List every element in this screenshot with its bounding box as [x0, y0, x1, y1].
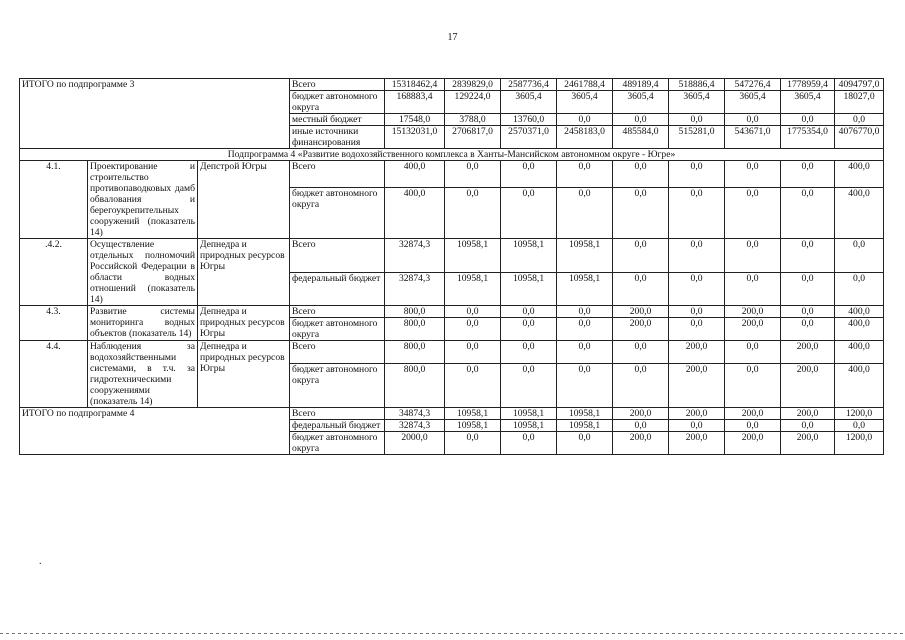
value-cell: 3605,4 [557, 91, 613, 114]
value-cell: 0,0 [445, 187, 501, 238]
value-cell: 200,0 [669, 341, 725, 364]
value-cell: 0,0 [501, 341, 557, 364]
value-cell: 0,0 [669, 318, 725, 341]
value-cell: 0,0 [557, 341, 613, 364]
page-number: 17 [447, 32, 458, 43]
value-cell: 4076770,0 [835, 126, 884, 149]
value-cell: 10958,1 [557, 272, 613, 306]
value-cell: 0,0 [445, 432, 501, 455]
value-cell: 0,0 [613, 341, 669, 364]
value-cell: 4094797,0 [835, 79, 884, 91]
source-cell: Всего [290, 239, 385, 273]
value-cell: 800,0 [385, 318, 445, 341]
item-index: .4.2. [20, 239, 88, 306]
source-cell: федеральный бюджет [290, 272, 385, 306]
value-cell: 0,0 [781, 114, 835, 126]
value-cell: 400,0 [385, 161, 445, 188]
value-cell: 0,0 [501, 161, 557, 188]
value-cell: 200,0 [725, 306, 781, 318]
value-cell: 200,0 [613, 318, 669, 341]
source-cell: Всего [290, 79, 385, 91]
value-cell: 200,0 [669, 363, 725, 407]
value-cell: 15318462,4 [385, 79, 445, 91]
value-cell: 800,0 [385, 363, 445, 407]
value-cell: 400,0 [385, 187, 445, 238]
value-cell: 0,0 [501, 306, 557, 318]
value-cell: 0,0 [725, 114, 781, 126]
value-cell: 200,0 [613, 432, 669, 455]
value-cell: 10958,1 [445, 239, 501, 273]
item-name: Развитие системы мониторинга водных объектов (показатель 14) [88, 306, 198, 341]
value-cell: 0,0 [557, 432, 613, 455]
total4-label: ИТОГО по подпрограмме 4 [20, 408, 290, 455]
value-cell: 0,0 [613, 161, 669, 188]
subprogram4-title: Подпрограмма 4 «Развитие водохозяйственного комплекса в Ханты-Мансийском автономном округе - Югре» [20, 149, 884, 161]
source-cell: бюджет автономного округа [290, 187, 385, 238]
item-name: Проектирование и строительство противопаводковых дамб обвалования и берегоукрепительных сооружений (показатель 14) [88, 161, 198, 239]
value-cell: 200,0 [613, 408, 669, 420]
source-cell: местный бюджет [290, 114, 385, 126]
value-cell: 1200,0 [835, 408, 884, 420]
value-cell: 0,0 [669, 420, 725, 432]
value-cell: 0,0 [501, 187, 557, 238]
value-cell: 17548,0 [385, 114, 445, 126]
value-cell: 3605,4 [501, 91, 557, 114]
value-cell: 0,0 [781, 187, 835, 238]
value-cell: 0,0 [557, 114, 613, 126]
value-cell: 3788,0 [445, 114, 501, 126]
value-cell: 3605,4 [669, 91, 725, 114]
item-index: 4.4. [20, 341, 88, 408]
value-cell: 0,0 [445, 341, 501, 364]
value-cell: 0,0 [501, 363, 557, 407]
value-cell: 0,0 [725, 341, 781, 364]
item-row [20, 341, 884, 364]
footer-mark: . [39, 556, 42, 567]
value-cell: 0,0 [613, 272, 669, 306]
value-cell: 0,0 [669, 187, 725, 238]
value-cell: 0,0 [613, 114, 669, 126]
value-cell: 32874,3 [385, 420, 445, 432]
value-cell: 2839829,0 [445, 79, 501, 91]
item-row [20, 306, 884, 318]
value-cell: 129224,0 [445, 91, 501, 114]
value-cell: 200,0 [725, 318, 781, 341]
value-cell: 200,0 [781, 432, 835, 455]
value-cell: 0,0 [613, 187, 669, 238]
value-cell: 0,0 [501, 318, 557, 341]
source-cell: бюджет автономного округа [290, 91, 385, 114]
value-cell: 2000,0 [385, 432, 445, 455]
item-executor: Депнедра и природных ресурсов Югры [198, 239, 290, 306]
value-cell: 200,0 [669, 432, 725, 455]
item-row [20, 161, 884, 188]
value-cell: 0,0 [781, 239, 835, 273]
budget-table [19, 78, 884, 455]
item-name: Наблюдения за водохозяйственными системами, в т.ч. за гидротехническими сооружениями (показатель 14) [88, 341, 198, 408]
value-cell: 400,0 [835, 306, 884, 318]
value-cell: 518886,4 [669, 79, 725, 91]
value-cell: 1200,0 [835, 432, 884, 455]
value-cell: 400,0 [835, 187, 884, 238]
scan-border-line [0, 633, 905, 634]
value-cell: 0,0 [781, 161, 835, 188]
value-cell: 0,0 [445, 318, 501, 341]
value-cell: 200,0 [613, 306, 669, 318]
value-cell: 0,0 [557, 187, 613, 238]
value-cell: 0,0 [725, 187, 781, 238]
source-cell: федеральный бюджет [290, 420, 385, 432]
value-cell: 1775354,0 [781, 126, 835, 149]
value-cell: 10958,1 [445, 420, 501, 432]
value-cell: 3605,4 [781, 91, 835, 114]
value-cell: 0,0 [781, 318, 835, 341]
value-cell: 0,0 [557, 161, 613, 188]
value-cell: 0,0 [725, 363, 781, 407]
value-cell: 0,0 [725, 420, 781, 432]
value-cell: 0,0 [557, 306, 613, 318]
value-cell: 168883,4 [385, 91, 445, 114]
value-cell: 2458183,0 [557, 126, 613, 149]
value-cell: 200,0 [669, 408, 725, 420]
value-cell: 3605,4 [725, 91, 781, 114]
value-cell: 547276,4 [725, 79, 781, 91]
value-cell: 10958,1 [445, 272, 501, 306]
value-cell: 0,0 [835, 272, 884, 306]
value-cell: 2461788,4 [557, 79, 613, 91]
value-cell: 0,0 [669, 114, 725, 126]
value-cell: 2587736,4 [501, 79, 557, 91]
value-cell: 0,0 [613, 363, 669, 407]
source-cell: бюджет автономного округа [290, 318, 385, 341]
value-cell: 10958,1 [501, 420, 557, 432]
source-cell: иные источники финансирования [290, 126, 385, 149]
value-cell: 400,0 [835, 318, 884, 341]
source-cell: бюджет автономного округа [290, 363, 385, 407]
value-cell: 2706817,0 [445, 126, 501, 149]
source-cell: Всего [290, 341, 385, 364]
item-executor: Депнедра и природных ресурсов Югры [198, 306, 290, 341]
value-cell: 10958,1 [445, 408, 501, 420]
value-cell: 0,0 [725, 272, 781, 306]
value-cell: 10958,1 [501, 272, 557, 306]
value-cell: 10958,1 [557, 239, 613, 273]
value-cell: 485584,0 [613, 126, 669, 149]
value-cell: 10958,1 [501, 239, 557, 273]
value-cell: 3605,4 [613, 91, 669, 114]
value-cell: 0,0 [445, 363, 501, 407]
value-cell: 10958,1 [501, 408, 557, 420]
value-cell: 10958,1 [557, 420, 613, 432]
value-cell: 0,0 [557, 363, 613, 407]
value-cell: 800,0 [385, 306, 445, 318]
item-row [20, 239, 884, 273]
value-cell: 0,0 [835, 239, 884, 273]
item-name: Осуществление отдельных полномочий Российской Федерации в области водных отношений (показатель 14) [88, 239, 198, 306]
source-cell: Всего [290, 161, 385, 188]
value-cell: 0,0 [445, 306, 501, 318]
value-cell: 0,0 [725, 161, 781, 188]
value-cell: 489189,4 [613, 79, 669, 91]
value-cell: 0,0 [557, 318, 613, 341]
value-cell: 32874,3 [385, 239, 445, 273]
item-index: 4.1. [20, 161, 88, 239]
item-index: 4.3. [20, 306, 88, 341]
value-cell: 0,0 [669, 306, 725, 318]
value-cell: 0,0 [725, 239, 781, 273]
value-cell: 800,0 [385, 341, 445, 364]
total3-row [20, 79, 884, 91]
value-cell: 200,0 [781, 408, 835, 420]
subprogram-title-row [20, 149, 884, 161]
value-cell: 0,0 [669, 239, 725, 273]
value-cell: 400,0 [835, 363, 884, 407]
value-cell: 0,0 [501, 432, 557, 455]
value-cell: 32874,3 [385, 272, 445, 306]
value-cell: 200,0 [781, 341, 835, 364]
value-cell: 10958,1 [557, 408, 613, 420]
value-cell: 15132031,0 [385, 126, 445, 149]
value-cell: 400,0 [835, 161, 884, 188]
value-cell: 0,0 [781, 272, 835, 306]
value-cell: 0,0 [669, 161, 725, 188]
value-cell: 0,0 [613, 239, 669, 273]
value-cell: 515281,0 [669, 126, 725, 149]
value-cell: 200,0 [781, 363, 835, 407]
value-cell: 0,0 [835, 420, 884, 432]
value-cell: 400,0 [835, 341, 884, 364]
value-cell: 13760,0 [501, 114, 557, 126]
value-cell: 0,0 [781, 306, 835, 318]
total4-row [20, 408, 884, 420]
item-executor: Депстрой Югры [198, 161, 290, 239]
value-cell: 0,0 [835, 114, 884, 126]
value-cell: 200,0 [725, 408, 781, 420]
value-cell: 34874,3 [385, 408, 445, 420]
value-cell: 200,0 [725, 432, 781, 455]
value-cell: 18027,0 [835, 91, 884, 114]
value-cell: 0,0 [669, 272, 725, 306]
value-cell: 0,0 [613, 420, 669, 432]
value-cell: 0,0 [781, 420, 835, 432]
value-cell: 1778959,4 [781, 79, 835, 91]
total3-label: ИТОГО по подпрограмме 3 [20, 79, 290, 149]
source-cell: Всего [290, 306, 385, 318]
value-cell: 2570371,0 [501, 126, 557, 149]
item-executor: Депнедра и природных ресурсов Югры [198, 341, 290, 408]
value-cell: 543671,0 [725, 126, 781, 149]
source-cell: бюджет автономного округа [290, 432, 385, 455]
value-cell: 0,0 [445, 161, 501, 188]
source-cell: Всего [290, 408, 385, 420]
